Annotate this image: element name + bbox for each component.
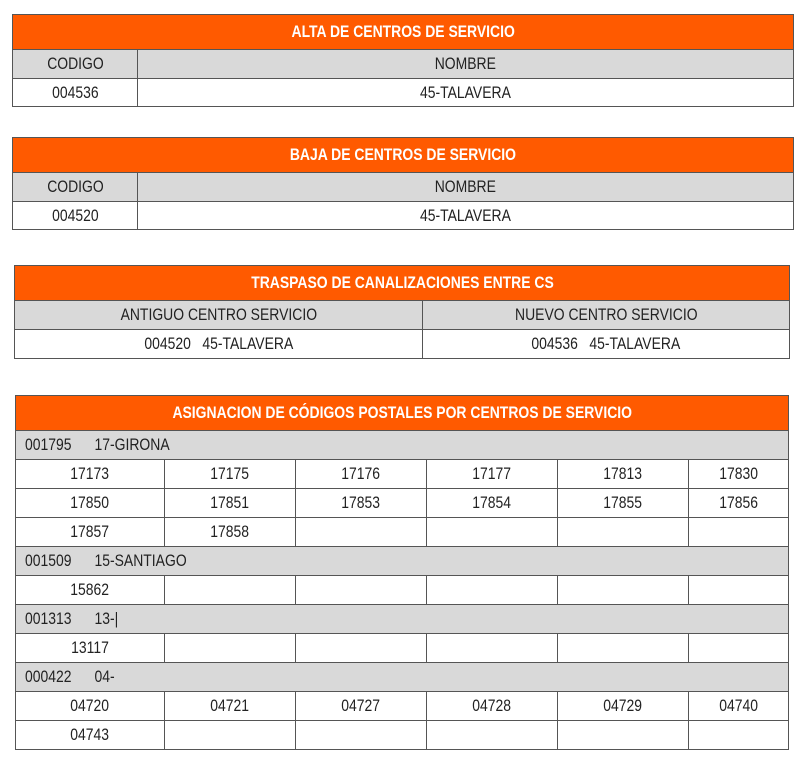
postal-code-cell — [427, 721, 558, 750]
traspaso-col-nuevo: NUEVO CENTRO SERVICIO — [423, 301, 790, 330]
baja-nombre: 45-TALAVERA — [138, 202, 794, 230]
baja-codigo: 004520 — [13, 202, 138, 230]
baja-title: BAJA DE CENTROS DE SERVICIO — [13, 138, 794, 173]
group-codigo: 001313 — [25, 609, 72, 628]
group-header — [16, 663, 789, 692]
group-header — [16, 605, 789, 634]
group-header — [16, 547, 789, 576]
postal-code-cell: 13117 — [16, 634, 165, 663]
group-row — [16, 547, 789, 576]
group-row — [16, 431, 789, 460]
postal-code-cell — [296, 576, 427, 605]
postal-code-row — [16, 489, 789, 518]
alta-nombre: 45-TALAVERA — [138, 79, 794, 107]
postal-code-cell: 04721 — [165, 692, 296, 721]
postal-code-cell — [427, 634, 558, 663]
postal-code-row — [16, 634, 789, 663]
alta-col-nombre: NOMBRE — [138, 50, 794, 79]
traspaso-nuevo — [423, 330, 790, 359]
postal-code-cell: 17853 — [296, 489, 427, 518]
asignacion-table — [15, 395, 789, 750]
traspaso-nuevo-nombre: 45-TALAVERA — [589, 334, 681, 353]
postal-code-cell: 17854 — [427, 489, 558, 518]
traspaso-antiguo-codigo: 004520 — [144, 334, 191, 353]
postal-code-row — [16, 518, 789, 547]
postal-code-cell: 04729 — [558, 692, 689, 721]
group-nombre: 13-| — [94, 609, 119, 628]
postal-code-cell — [165, 634, 296, 663]
baja-table — [12, 137, 794, 230]
postal-code-cell: 17858 — [165, 518, 296, 547]
group-header — [16, 431, 789, 460]
postal-code-cell: 17851 — [165, 489, 296, 518]
postal-code-cell: 17176 — [296, 460, 427, 489]
alta-title: ALTA DE CENTROS DE SERVICIO — [13, 15, 794, 50]
traspaso-antiguo-nombre: 45-TALAVERA — [202, 334, 293, 353]
group-nombre: 15-SANTIAGO — [94, 551, 187, 570]
postal-code-cell — [689, 634, 789, 663]
postal-code-cell — [165, 576, 296, 605]
group-codigo: 000422 — [25, 667, 72, 686]
postal-code-cell — [689, 518, 789, 547]
traspaso-antiguo — [15, 330, 423, 359]
postal-code-cell — [296, 634, 427, 663]
postal-code-cell — [558, 518, 689, 547]
traspaso-col-antiguo: ANTIGUO CENTRO SERVICIO — [15, 301, 423, 330]
postal-code-cell: 17175 — [165, 460, 296, 489]
postal-code-cell: 17855 — [558, 489, 689, 518]
postal-code-cell: 04728 — [427, 692, 558, 721]
postal-code-cell — [296, 518, 427, 547]
postal-code-row — [16, 460, 789, 489]
postal-code-cell: 04720 — [16, 692, 165, 721]
postal-code-cell: 17830 — [689, 460, 789, 489]
postal-code-cell: 17173 — [16, 460, 165, 489]
postal-code-cell: 04743 — [16, 721, 165, 750]
postal-code-cell: 04727 — [296, 692, 427, 721]
postal-code-cell: 17813 — [558, 460, 689, 489]
postal-code-cell: 17856 — [689, 489, 789, 518]
postal-code-cell: 17850 — [16, 489, 165, 518]
baja-col-codigo: CODIGO — [13, 173, 138, 202]
postal-code-cell — [558, 721, 689, 750]
alta-col-codigo: CODIGO — [13, 50, 138, 79]
group-nombre: 17-GIRONA — [94, 435, 170, 454]
postal-code-row — [16, 721, 789, 750]
postal-code-cell: 15862 — [16, 576, 165, 605]
postal-code-row — [16, 692, 789, 721]
group-row — [16, 605, 789, 634]
postal-code-cell — [165, 721, 296, 750]
postal-code-cell — [427, 518, 558, 547]
baja-col-nombre: NOMBRE — [138, 173, 794, 202]
traspaso-table — [14, 265, 790, 359]
alta-codigo: 004536 — [13, 79, 138, 107]
postal-code-cell: 04740 — [689, 692, 789, 721]
postal-code-cell — [296, 721, 427, 750]
postal-code-cell — [558, 576, 689, 605]
group-row — [16, 663, 789, 692]
postal-code-cell: 17177 — [427, 460, 558, 489]
group-codigo: 001795 — [25, 435, 72, 454]
alta-table — [12, 14, 794, 107]
postal-code-row — [16, 576, 789, 605]
postal-code-cell — [558, 634, 689, 663]
traspaso-nuevo-codigo: 004536 — [531, 334, 579, 353]
postal-code-cell: 17857 — [16, 518, 165, 547]
postal-code-cell — [427, 576, 558, 605]
group-codigo: 001509 — [25, 551, 72, 570]
asignacion-title: ASIGNACION DE CÓDIGOS POSTALES POR CENTROS DE SERVICIO — [16, 396, 789, 431]
traspaso-title: TRASPASO DE CANALIZACIONES ENTRE CS — [15, 266, 790, 301]
postal-code-cell — [689, 721, 789, 750]
postal-code-cell — [689, 576, 789, 605]
group-nombre: 04- — [94, 667, 115, 686]
